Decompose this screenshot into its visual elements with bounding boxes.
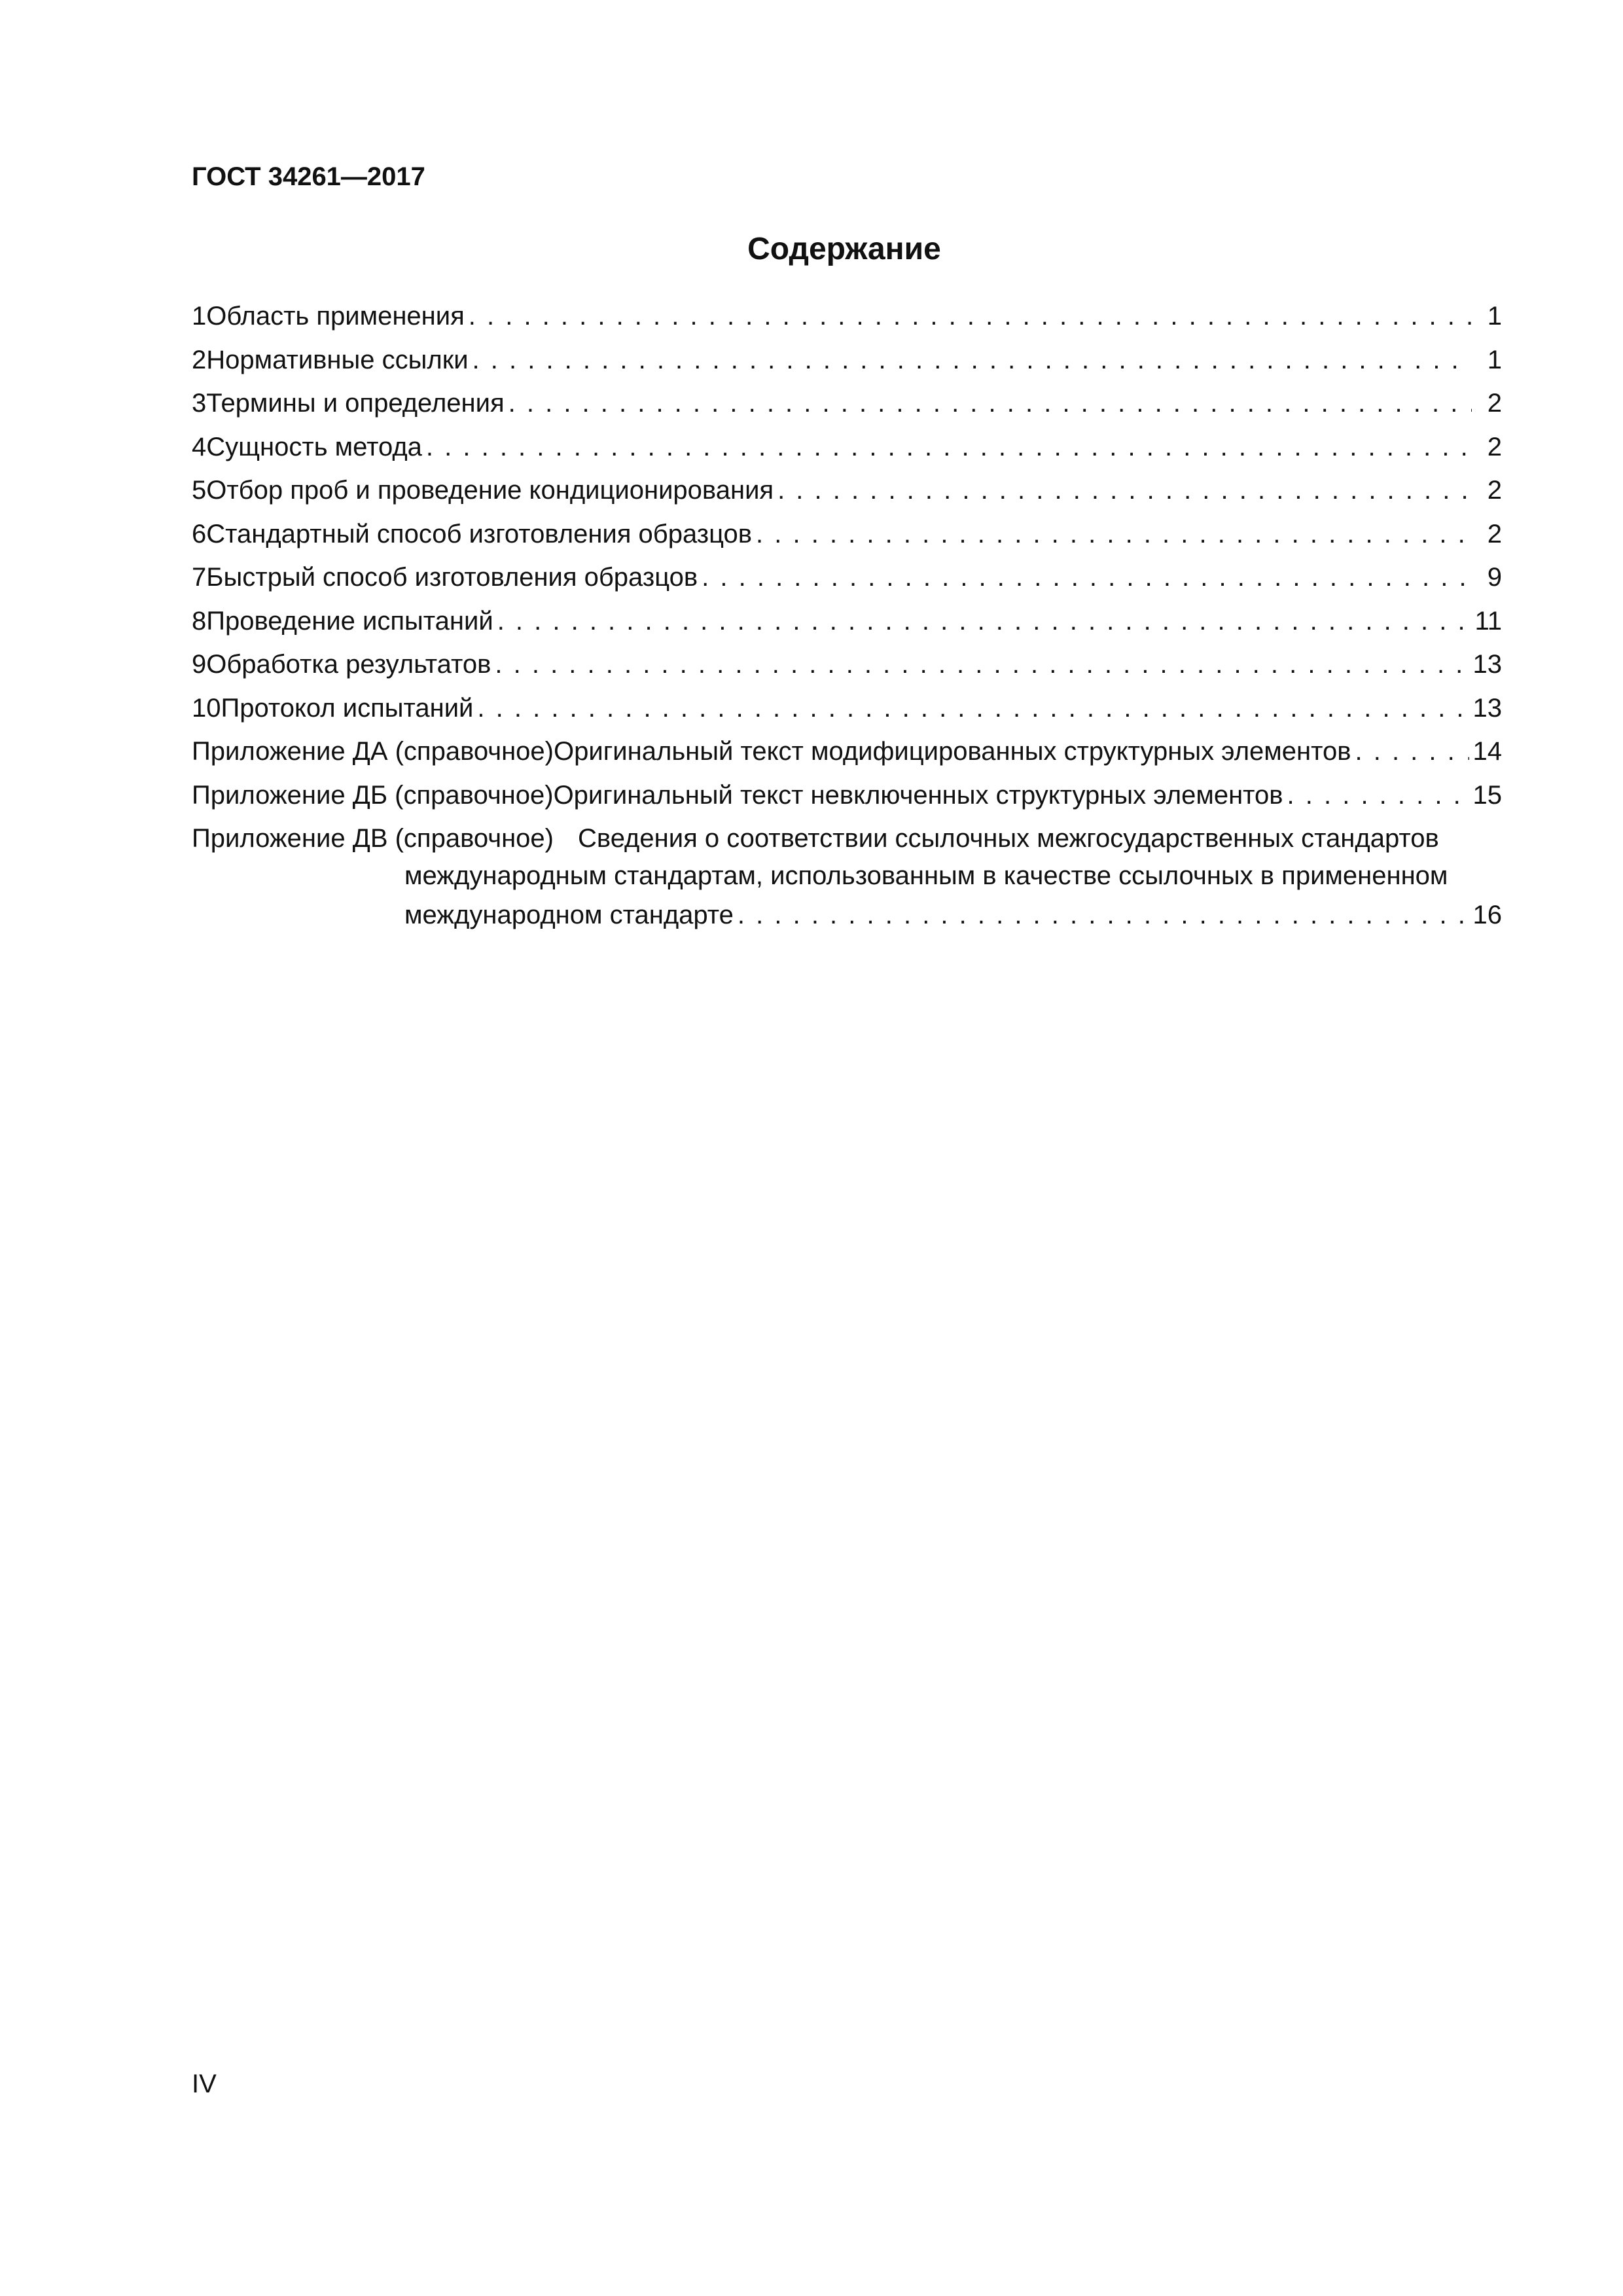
appendix-label: Приложение ДВ (справочное) bbox=[192, 824, 554, 853]
dot-leader bbox=[426, 425, 1472, 469]
toc-appendix-db[interactable] bbox=[192, 774, 1502, 817]
toc-item-text: Проведение испытаний bbox=[206, 606, 493, 636]
toc-item-page: 9 bbox=[1487, 563, 1502, 592]
toc-item-text: Быстрый способ изготовления образцов bbox=[206, 563, 698, 592]
dot-leader bbox=[469, 295, 1472, 338]
toc-item-page: 13 bbox=[1472, 650, 1502, 679]
dot-leader bbox=[702, 556, 1472, 600]
dot-leader bbox=[477, 687, 1469, 730]
toc-item-number: 5 bbox=[192, 476, 207, 505]
appendix-text-line-1: Сведения о соответствии ссылочных межгосударственных стандартов bbox=[578, 824, 1439, 853]
toc-item-number: 6 bbox=[192, 519, 207, 548]
toc-item-text: Термины и определения bbox=[206, 389, 505, 418]
appendix-label: Приложение ДА (справочное) bbox=[192, 737, 554, 766]
appendix-text-line-2: международным стандартам, использованным в качестве ссылочных в примененном bbox=[404, 861, 1448, 890]
appendix-page: 16 bbox=[1472, 901, 1502, 929]
dot-leader bbox=[738, 895, 1469, 935]
toc-item-page: 2 bbox=[1487, 476, 1502, 505]
toc-item-1[interactable] bbox=[192, 295, 1502, 338]
dot-leader bbox=[756, 512, 1472, 556]
appendix-last-line bbox=[192, 895, 1502, 935]
toc-item-text: Отбор проб и проведение кондиционирования bbox=[206, 476, 774, 505]
appendix-page: 14 bbox=[1472, 737, 1502, 766]
page-number: IV bbox=[192, 2070, 217, 2098]
toc-item-9[interactable] bbox=[192, 643, 1502, 687]
toc-item-text: Обработка результатов bbox=[206, 650, 491, 679]
toc-item-4[interactable] bbox=[192, 425, 1502, 469]
toc-item-number: 4 bbox=[192, 432, 207, 461]
toc-item-3[interactable] bbox=[192, 382, 1502, 425]
toc-item-page: 1 bbox=[1487, 302, 1502, 331]
toc-item-text: Стандартный способ изготовления образцов bbox=[206, 519, 753, 548]
toc-item-number: 7 bbox=[192, 563, 207, 592]
toc-item-number: 2 bbox=[192, 345, 207, 374]
toc-item-number: 8 bbox=[192, 606, 207, 636]
toc-item-number: 9 bbox=[192, 650, 207, 679]
dot-leader bbox=[495, 643, 1469, 687]
toc-item-number: 1 bbox=[192, 302, 207, 331]
toc-title: Содержание bbox=[747, 232, 941, 266]
toc-item-text: Протокол испытаний bbox=[221, 693, 474, 723]
dot-leader bbox=[473, 338, 1472, 382]
toc-item-page: 11 bbox=[1474, 606, 1502, 636]
dot-leader bbox=[1355, 730, 1469, 774]
appendix-text: Оригинальный текст модифицированных структурных элементов bbox=[554, 737, 1351, 766]
toc-item-number: 3 bbox=[192, 389, 207, 418]
appendix-text-line-3: международном стандарте bbox=[404, 901, 734, 929]
toc-item-text: Нормативные ссылки bbox=[206, 345, 469, 374]
appendix-first-line bbox=[192, 817, 1502, 856]
table-of-contents bbox=[192, 295, 1502, 935]
dot-leader bbox=[508, 382, 1472, 425]
dot-leader bbox=[1287, 774, 1469, 817]
toc-item-6[interactable] bbox=[192, 512, 1502, 556]
toc-appendix-da[interactable] bbox=[192, 730, 1502, 774]
toc-item-page: 1 bbox=[1487, 345, 1502, 374]
appendix-label: Приложение ДБ (справочное) bbox=[192, 780, 554, 810]
toc-item-5[interactable] bbox=[192, 469, 1502, 512]
document-code: ГОСТ 34261—2017 bbox=[192, 162, 425, 191]
toc-item-8[interactable] bbox=[192, 600, 1502, 643]
dot-leader bbox=[497, 600, 1471, 643]
toc-appendix-dv[interactable] bbox=[192, 817, 1502, 935]
toc-item-2[interactable] bbox=[192, 338, 1502, 382]
appendix-page: 15 bbox=[1472, 780, 1502, 810]
toc-item-page: 2 bbox=[1487, 389, 1502, 418]
toc-item-10[interactable] bbox=[192, 687, 1502, 730]
toc-item-page: 2 bbox=[1487, 519, 1502, 548]
toc-item-page: 2 bbox=[1487, 432, 1502, 461]
toc-item-7[interactable] bbox=[192, 556, 1502, 600]
toc-item-page: 13 bbox=[1472, 693, 1502, 723]
toc-item-number: 10 bbox=[192, 693, 221, 723]
appendix-text: Оригинальный текст невключенных структурных элементов bbox=[553, 780, 1283, 810]
toc-item-text: Сущность метода bbox=[206, 432, 422, 461]
toc-item-text: Область применения bbox=[206, 302, 465, 331]
dot-leader bbox=[777, 469, 1472, 512]
